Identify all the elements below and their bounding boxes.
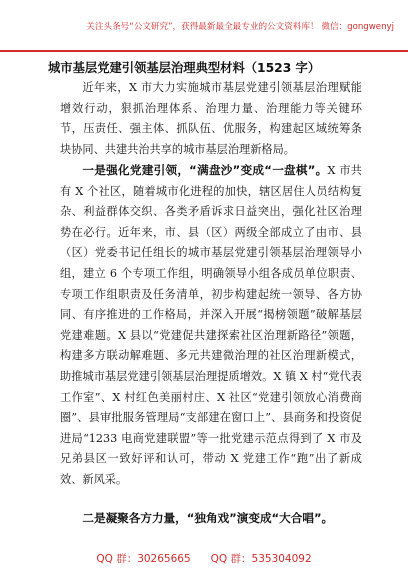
section-1-paragraph — [60, 160, 362, 491]
section-2-paragraph — [60, 508, 362, 530]
section-1-body: X 市共有 X 个社区，随着城市化进程的加快，辖区居住人员结构复杂、利益群体交织、各类矛盾诉求日益突出，强化社区治理势在必行。近年来，市、县（区）两级全部成立了由市、县（区）党委书记任组长的城市基层党建引领基层治理领导小组，建立 6 个专项工作组，明确领导小组各成员单位职责、专项工作组职责及任务清单，初步构建起统一领导、各方协同、有序推进的工作格局，并深入开展“揭榜领题”破解基层党建难题。X 县以“党建促共建探索社区治理新路径”领题，构建多方联动解难题、多元共建微治理的社区治理新模式，助推城市基层党建引领基层治理提质增效。X 镇 X 村“党代表工作室”、X 村红色美丽村庄、X 社区“党建引领放心消费商圈”、县审批服务管理局“支部建在窗口上”、县商务和投资促进局“1233 电商党建联盟”等一批党建示范点得到了 X 市及兄弟县区一致好评和认可，带动 X 党建工作“跑”出了新成效、新风采。 — [60, 164, 362, 486]
page-header — [0, 0, 408, 52]
document-title: 城市基层党建引领基层治理典型材料（1523 字） — [48, 61, 321, 75]
section-1-heading: 一是强化党建引领，“满盘沙”变成“一盘棋”。 — [82, 163, 328, 177]
intro-paragraph: 近年来，X 市大力实施城市基层党建引领基层治理赋能增效行动，狠抓治理体系、治理力量、治理能力等关键环节，压责任、强主体、抓队伍、优服务，构建起区域统筹条块协同、共建共治共享的城市基层治理新格局。 — [60, 81, 362, 156]
page-footer — [0, 548, 408, 580]
section-2-heading: 二是凝聚各方力量，“独角戏”演变成“大合唱”。 — [82, 511, 334, 525]
header-notice: 关注头条号“公文研究”，获得最新最全最专业的公文资料库！ 微信：gongwenyj — [86, 22, 394, 32]
footer-contact: QQ 群：30265665 QQ 群：535304092 — [96, 553, 312, 565]
